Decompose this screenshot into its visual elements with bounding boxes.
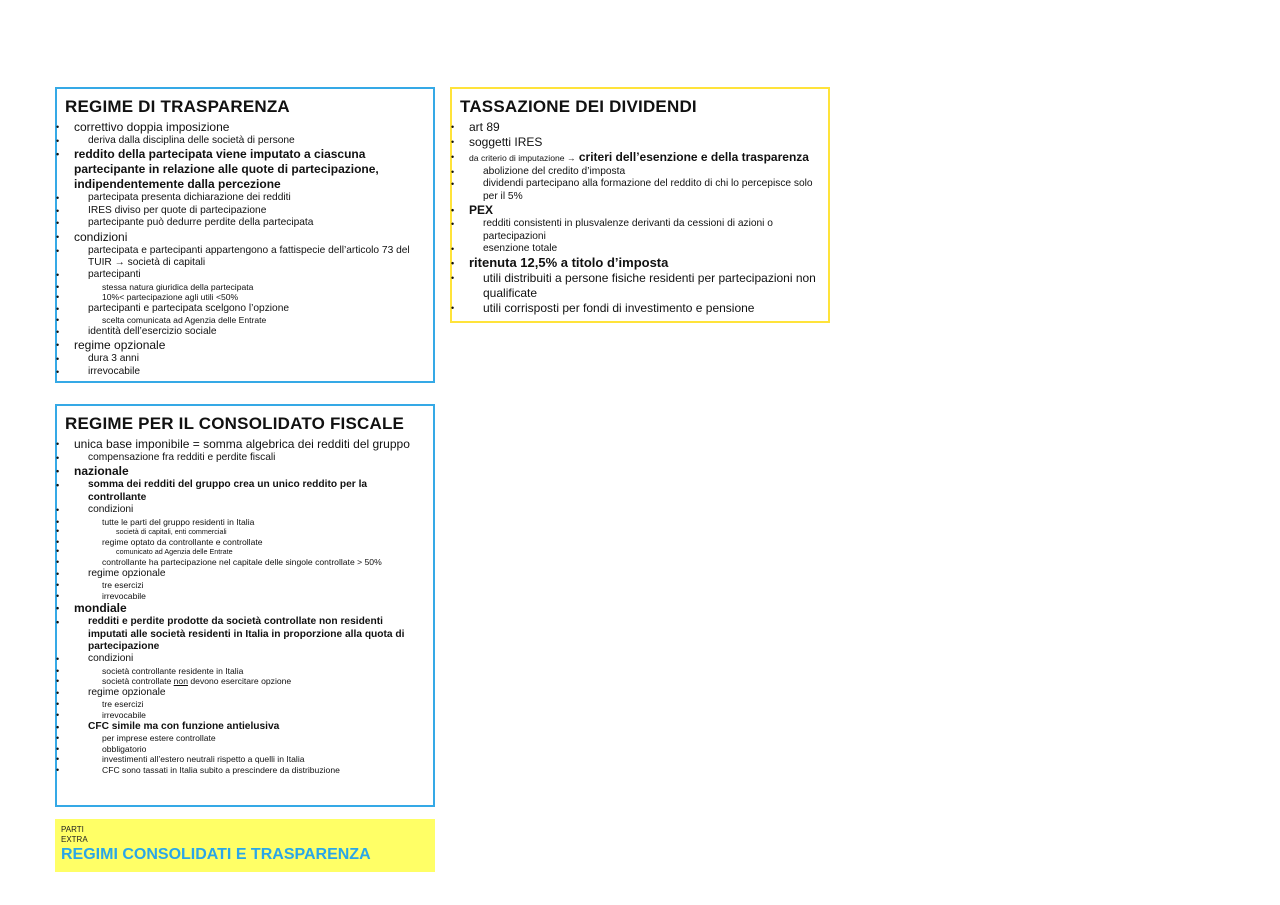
list-item: • partecipata presenta dichiarazione dei redditi — [65, 192, 425, 204]
list-item: • condizioni — [65, 653, 425, 665]
list-item: • tutte le parti del gruppo residenti in Italia — [65, 517, 425, 528]
list-item: • stessa natura giuridica della partecipata — [65, 282, 425, 293]
list-item: • abolizione del credito d’imposta — [460, 166, 820, 178]
extra-tag-parti: PARTI — [61, 825, 84, 834]
list-item: • condizioni — [65, 230, 425, 245]
list-item — [460, 150, 820, 166]
list-item: • reddito della partecipata viene imputato a ciascuna partecipante in relazione alle quote di partecipazione, indipendentemente dalla percezione — [65, 147, 425, 192]
text-fragment: devono esercitare opzione — [188, 676, 292, 687]
list-item: • compensazione fra redditi e perdite fiscali — [65, 452, 425, 464]
list-item: • mondiale — [65, 601, 425, 616]
list-item: • soggetti IRES — [460, 135, 820, 150]
list-item: • partecipanti — [65, 269, 425, 281]
list-item: • obbligatorio — [65, 744, 425, 755]
list-item: • irrevocabile — [65, 591, 425, 602]
list-item: • ritenuta 12,5% a titolo d’imposta — [460, 255, 820, 271]
consolidato-box — [55, 404, 435, 807]
list-item: • 10%< partecipazione agli utili <50% — [65, 292, 425, 303]
trasparenza-box — [55, 87, 435, 383]
list-item: • nazionale — [65, 464, 425, 479]
list-item: • regime opzionale — [65, 568, 425, 580]
list-item: • regime opzionale — [65, 338, 425, 353]
list-item: • partecipata e partecipanti appartengono a fattispecie dell’articolo 73 del TUIR → società di capitali — [65, 245, 425, 270]
trasparenza-title: REGIME DI TRASPARENZA — [65, 97, 290, 116]
underlined-text: non — [173, 676, 188, 687]
trasparenza-list — [65, 120, 425, 378]
list-item: • redditi consistenti in plusvalenze derivanti da cessioni di azioni o partecipazioni — [460, 218, 820, 243]
list-item: • CFC sono tassati in Italia subito a prescindere da distribuzione — [65, 765, 425, 776]
list-item: • art 89 — [460, 120, 820, 135]
list-item: • scelta comunicata ad Agenzia delle Entrate — [65, 315, 425, 326]
list-item: • irrevocabile — [65, 366, 425, 378]
list-item: • società di capitali, enti commerciali — [65, 527, 425, 537]
list-item — [65, 676, 425, 687]
list-item: • partecipante può dedurre perdite della partecipata — [65, 217, 425, 229]
list-item: • tre esercizi — [65, 580, 425, 591]
list-item: • somma dei redditi del gruppo crea un unico reddito per la controllante — [65, 479, 425, 504]
list-item: • IRES diviso per quote di partecipazione — [65, 205, 425, 217]
text-fragment: società controllate — [102, 676, 174, 687]
list-item: • investimenti all’estero neutrali rispetto a quelli in Italia — [65, 754, 425, 765]
list-item: • deriva dalla disciplina delle società di persone — [65, 135, 425, 147]
list-item: • identità dell’esercizio sociale — [65, 326, 425, 338]
extra-banner — [55, 819, 435, 872]
consolidato-title: REGIME PER IL CONSOLIDATO FISCALE — [65, 414, 405, 433]
list-item: • regime opzionale — [65, 687, 425, 699]
list-item: • esenzione totale — [460, 243, 820, 255]
list-item: • condizioni — [65, 504, 425, 516]
list-item: • regime optato da controllante e controllate — [65, 537, 425, 548]
list-item: • unica base imponibile = somma algebrica dei redditi del gruppo — [65, 437, 425, 452]
extra-title: REGIMI CONSOLIDATI E TRASPARENZA — [61, 846, 371, 863]
criterio-label: da criterio di imputazione → — [469, 153, 576, 163]
list-item: • controllante ha partecipazione nel capitale delle singole controllate > 50% — [65, 557, 425, 568]
list-item: • PEX — [460, 203, 820, 218]
list-item: • dividendi partecipano alla formazione del reddito di chi lo percepisce solo per il 5% — [460, 178, 820, 203]
list-item: • correttivo doppia imposizione — [65, 120, 425, 135]
extra-tag-extra: EXTRA — [61, 834, 88, 844]
list-item: • CFC simile ma con funzione antielusiva — [65, 721, 425, 733]
list-item: • comunicato ad Agenzia delle Entrate — [65, 547, 425, 557]
criteri-label: criteri dell’esenzione e della trasparenza — [578, 150, 809, 164]
dividendi-list — [460, 120, 820, 316]
list-item: • utili corrisposti per fondi di investimento e pensione — [460, 301, 820, 316]
list-item: • utili distribuiti a persone fisiche residenti per partecipazioni non qualificate — [460, 271, 820, 301]
list-item: • dura 3 anni — [65, 353, 425, 365]
consolidato-list — [65, 437, 425, 775]
dividendi-box — [450, 87, 830, 323]
list-item: • redditi e perdite prodotte da società controllate non residenti imputati alle società residenti in Italia in proporzione alla quota di partecipazione — [65, 616, 425, 653]
list-item: • partecipanti e partecipata scelgono l’opzione — [65, 303, 425, 315]
list-item: • tre esercizi — [65, 699, 425, 710]
list-item: • per imprese estere controllate — [65, 733, 425, 744]
list-item: • irrevocabile — [65, 710, 425, 721]
dividendi-title: TASSAZIONE DEI DIVIDENDI — [460, 97, 697, 116]
list-item: • società controllante residente in Italia — [65, 666, 425, 677]
